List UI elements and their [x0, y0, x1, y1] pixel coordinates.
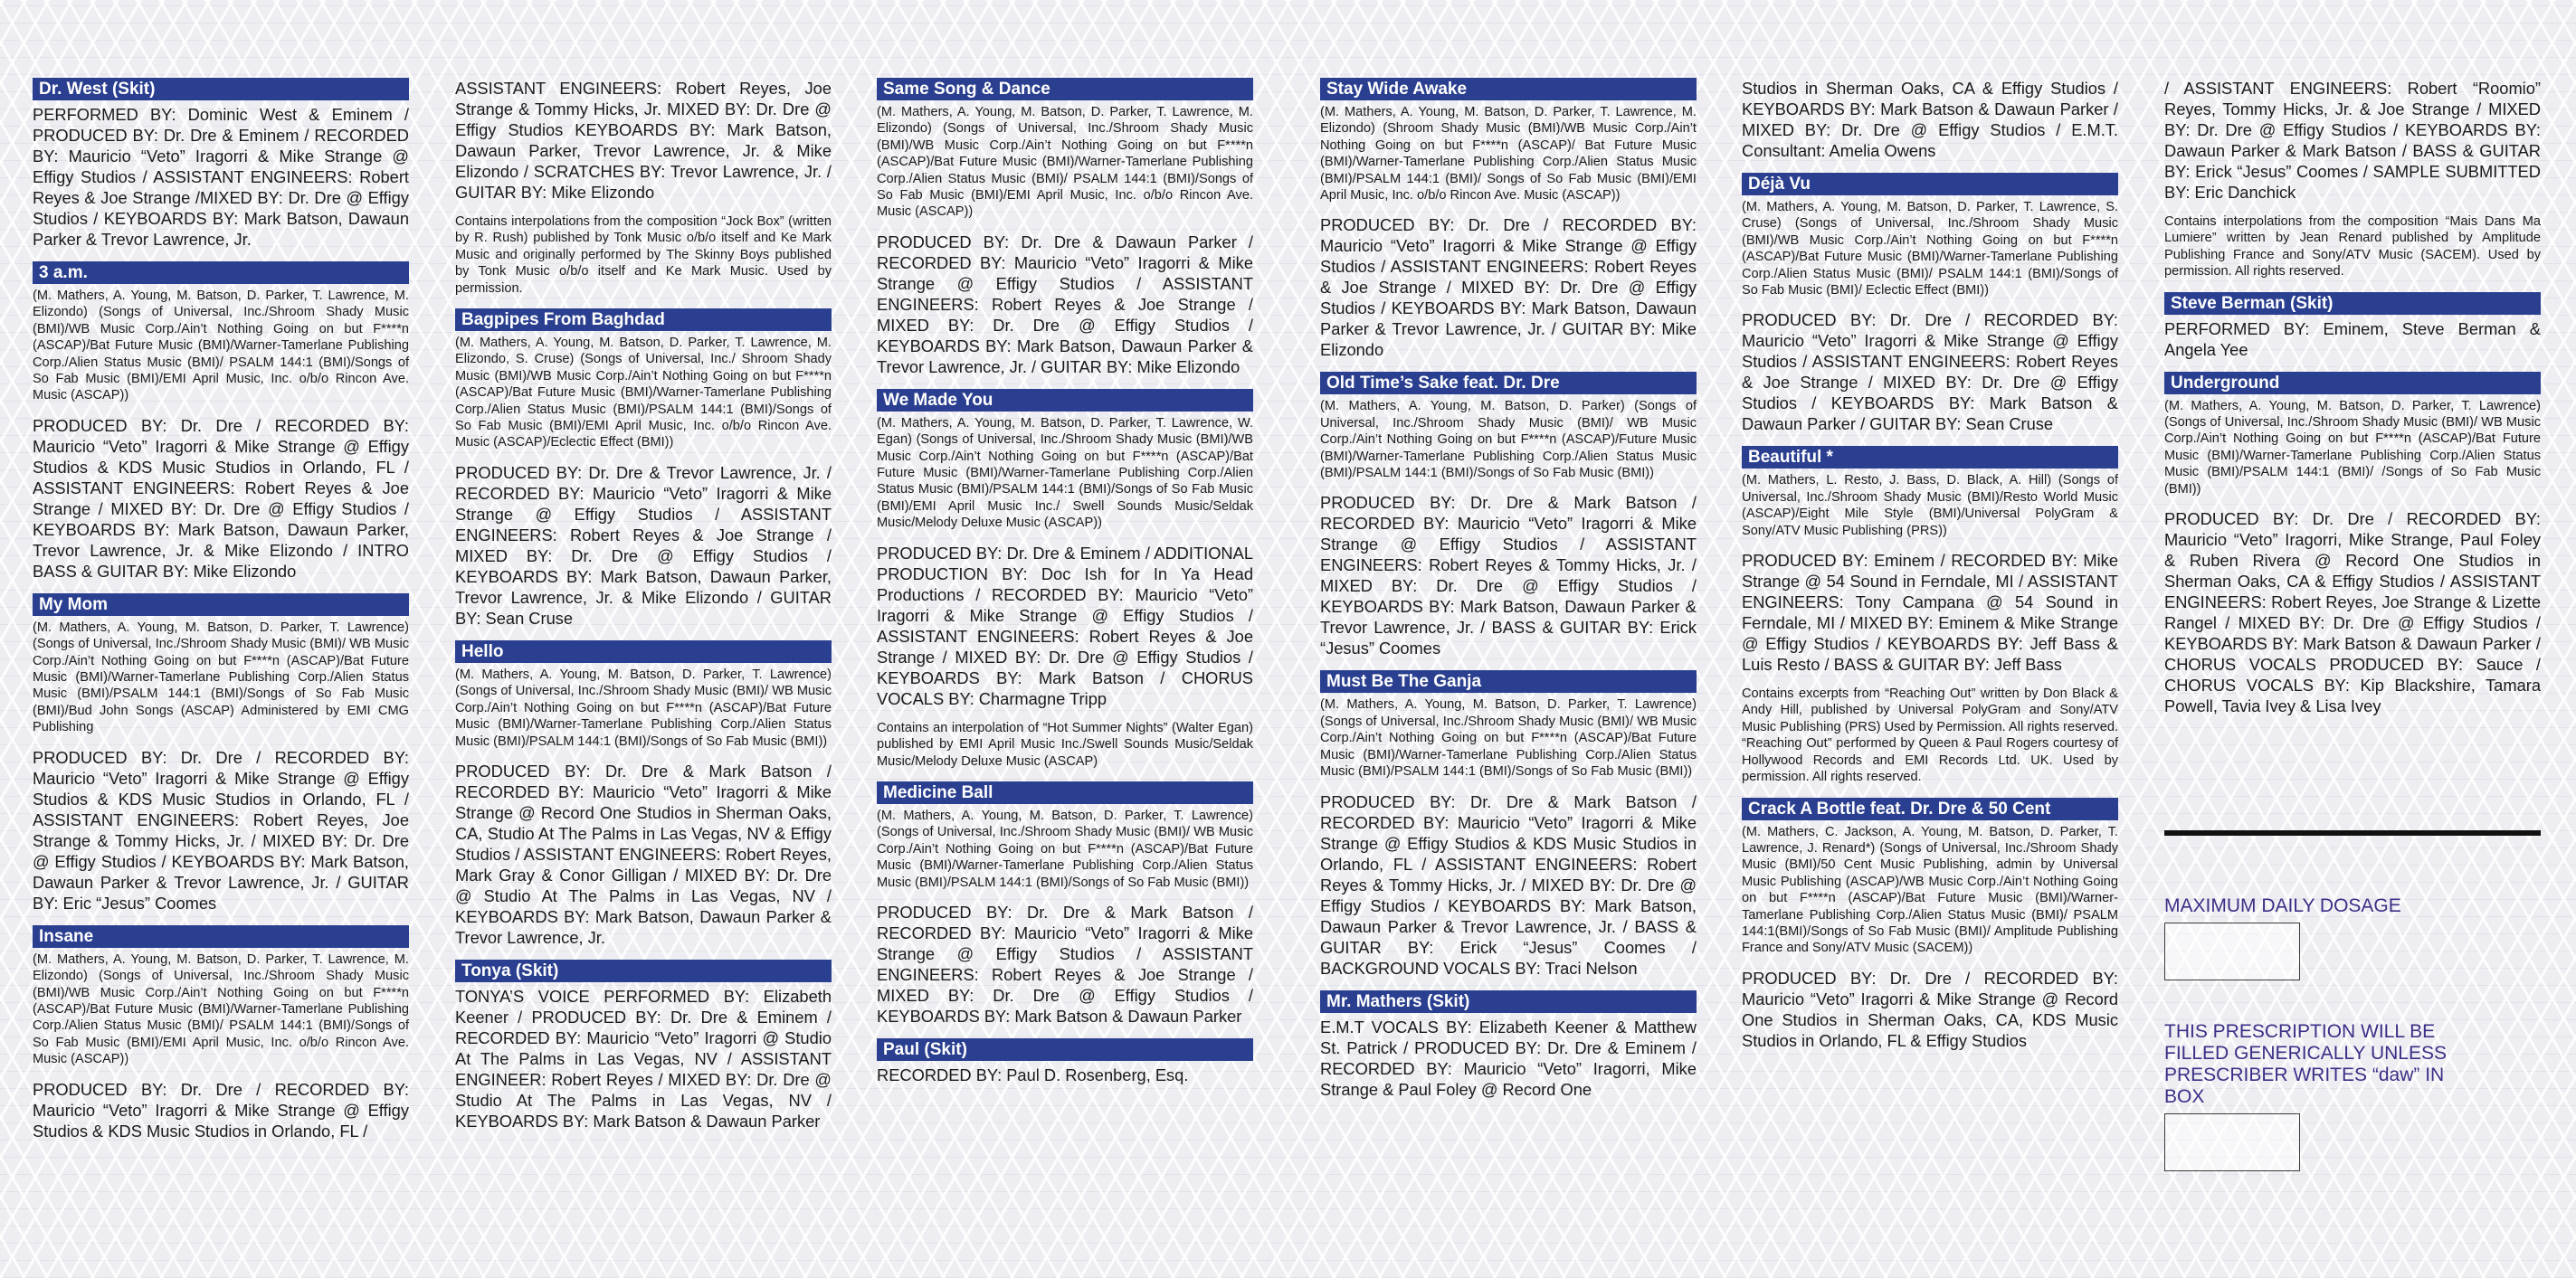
- track-section-bagpipes-from-baghdad: [455, 308, 832, 629]
- publishing-info: (M. Mathers, L. Resto, J. Bass, D. Black, A. Hill) (Songs of Universal, Inc./Shroom Shady Music (BMI)/Resto World Music (ASCAP)/Eight Mile Style (BMI)/Universal PolyGram & Sony/ATV Music Publishing (PRS)): [1742, 473, 2118, 538]
- production-credits: PRODUCED BY: Dr. Dre / RECORDED BY: Mauricio “Veto” Iragorri & Mike Strange @ Effigy Studios & KDS Music Studios in Orlando, FL / ASSISTANT ENGINEERS: Robert Reyes & Joe Strange / MIXED BY: Dr. Dre @ Effigy Studios / KEYBOARDS BY: Mark Batson, Dawaun Parker, Trevor Lawrence, Jr. & Mike Elizondo / INTRO BASS & GUITAR BY: Mike Elizondo: [33, 415, 409, 581]
- production-credits: PRODUCED BY: Dr. Dre / RECORDED BY: Mauricio “Veto” Iragorri & Mike Strange @ Effigy Studios / ASSISTANT ENGINEERS: Robert Reyes & Joe Strange / MIXED BY: Dr. Dre @ Effigy Studios / KEYBOARDS BY: Mark Batson & Dawaun Parker / GUITAR BY: Sean Cruse: [1742, 310, 2118, 434]
- publishing-info: (M. Mathers, A. Young, M. Batson, D. Parker, T. Lawrence) (Songs of Universal, Inc./Shroom Shady Music (BMI)/ WB Music Corp./Ain’t Nothing Going on but F****n (ASCAP)/Bat Future Music (BMI)/Warner-Tamerlane Publishing Corp./Alien Status Music (BMI)/PSALM 144:1 (BMI)/Songs of So Fab Music (BMI)): [877, 808, 1253, 890]
- track-title: Same Song & Dance: [877, 78, 1253, 100]
- sample-note: Contains interpolations from the composition “Mais Dans Ma Lumiere” written by Jean Renard published by Amplitude Publishing France and Sony/ATV Music (SACEM). Used by permission. All rights reserved.: [2164, 214, 2541, 279]
- continued-credits: [1742, 78, 2118, 161]
- production-credits: PRODUCED BY: Dr. Dre / RECORDED BY: Mauricio “Veto” Iragorri & Mike Strange @ Record One Studios in Sherman Oaks, CA, KDS Music Studios in Orlando, FL & Effigy Studios: [1742, 968, 2118, 1050]
- production-credits: PRODUCED BY: Dr. Dre & Trevor Lawrence, Jr. / RECORDED BY: Mauricio “Veto” Iragorri & Mike Strange @ Effigy Studios / ASSISTANT ENGINEERS: Robert Reyes & Joe Strange / MIXED BY: Dr. Dre @ Effigy Studios / KEYBOARDS BY: Mark Batson, Dawaun Parker, Trevor Lawrence, Jr. & Mike Elizondo / GUITAR BY: Sean Cruse: [455, 462, 832, 628]
- production-credits: PRODUCED BY: Dr. Dre / RECORDED BY: Mauricio “Veto” Iragorri & Mike Strange @ Effigy Studios & KDS Music Studios in Orlando, FL /: [33, 1079, 409, 1141]
- track-title: Crack A Bottle feat. Dr. Dre & 50 Cent: [1742, 798, 2118, 820]
- track-title: Steve Berman (Skit): [2164, 292, 2541, 315]
- track-title: Dr. West (Skit): [33, 78, 409, 100]
- track-section-dr-west-skit: [33, 78, 409, 250]
- publishing-info: (M. Mathers, A. Young, M. Batson, D. Parker, T. Lawrence, M. Elizondo) (Songs of Universal, Inc./Shroom Shady Music (BMI)/WB Music Corp./Ain’t Nothing Going on but F****n (ASCAP)/Bat Future Music (BMI)/Warner-Tamerlane Publishing Corp./Alien Status Music (BMI)/ PSALM 144:1 (BMI)/Songs of So Fab Music (BMI)/EMI April Music, Inc. o/b/o Rincon Ave. Music (ASCAP)): [877, 105, 1253, 220]
- track-title: Medicine Ball: [877, 781, 1253, 804]
- publishing-info: (M. Mathers, A. Young, M. Batson, D. Parker, T. Lawrence, M. Elizondo) (Songs of Universal, Inc./Shroom Shady Music (BMI)/WB Music Corp./Ain’t Nothing Going on but F****n (ASCAP)/Bat Future Music (BMI)/Warner-Tamerlane Publishing Corp./Alien Status Music (BMI)/ PSALM 144:1 (BMI)/Songs of So Fab Music (BMI)/EMI April Music, Inc. o/b/o Rincon Ave. Music (ASCAP)): [33, 951, 409, 1067]
- track-section-underground: [2164, 372, 2541, 716]
- publishing-info: (M. Mathers, A. Young, M. Batson, D. Parker, T. Lawrence) (Songs of Universal, Inc./Shroom Shady Music (BMI)/ WB Music Corp./Ain’t Nothing Going on but F****n (ASCAP)/Bat Future Music (BMI)/Warner-Tamerlane Publishing Corp./Alien Status Music (BMI)/PSALM 144:1 (BMI)/ /Songs of So Fab Music (BMI)): [2164, 398, 2541, 497]
- publishing-info: (M. Mathers, A. Young, M. Batson, D. Parker, T. Lawrence) (Songs of Universal, Inc./Shroom Shady Music (BMI)/ WB Music Corp./Ain’t Nothing Going on but F****n (ASCAP)/Bat Future Music (BMI)/Warner-Tamerlane Publishing Corp./Alien Status Music (BMI)/PSALM 144:1 (BMI)/Songs of So Fab Music (BMI)): [1320, 697, 1697, 780]
- publishing-info: (M. Mathers, A. Young, M. Batson, D. Parker, T. Lawrence, M. Elizondo, S. Cruse) (Songs of Universal, Inc./ Shroom Shady Music (BMI)/WB Music Corp./Ain’t Nothing Going on but F****n (ASCAP)/Bat Future Music (BMI)/Warner-Tamerlane Publishing Corp./Alien Status Music (BMI)/PSALM 144:1 (BMI)/Songs of So Fab Music (BMI)/EMI April Music, Inc. o/b/o Rincon Ave. Music (ASCAP)/Eclectic Effect (BMI)): [455, 336, 832, 450]
- publishing-info: (M. Mathers, A. Young, M. Batson, D. Parker, T. Lawrence, W. Egan) (Songs of Universal, Inc./Shroom Shady Music (BMI)/WB Music Corp./Ain’t Nothing Going on but F****n (ASCAP)/Bat Future Music (BMI)/Warner-Tamerlane Publishing Corp./Alien Status Music (BMI)/PSALM 144:1 (BMI)/Songs of So Fab Music (BMI)/EMI April Music Inc./ Swell Sounds Music/Seldak Music/Melody Deluxe Music (ASCAP)): [877, 415, 1253, 531]
- generic-notice: THIS PRESCRIPTION WILL BE FILLED GENERICALLY UNLESS PRESCRIBER WRITES “daw” IN BOX: [2164, 1021, 2448, 1107]
- production-credits: PRODUCED BY: Dr. Dre & Mark Batson / RECORDED BY: Mauricio “Veto” Iragorri & Mike Strange @ Effigy Studios / ASSISTANT ENGINEERS: Robert Reyes & Tommy Hicks, Jr. / MIXED BY: Dr. Dre @ Effigy Studios / KEYBOARDS BY: Mark Batson, Dawaun Parker & Trevor Lawrence, Jr. / BASS & GUITAR BY: Erick “Jesus” Coomes: [1320, 493, 1697, 658]
- daw-box[interactable]: [2164, 1113, 2300, 1171]
- track-section-steve-berman-skit: [2164, 292, 2541, 360]
- credits-column-4: [1320, 78, 1697, 1112]
- credits-column-2: [455, 78, 832, 1143]
- publishing-info: (M. Mathers, A. Young, M. Batson, D. Parker) (Songs of Universal, Inc./Shroom Shady Music (BMI)/ WB Music Corp./Ain’t Nothing Going on but F****n (ASCAP)/Future Music (BMI)/Warner-Tamerlane Publishing Corp./Alien Status Music (BMI)/PSALM 144:1 (BMI)/Songs of So Fab Music (BMI)): [1320, 399, 1697, 481]
- track-title: We Made You: [877, 389, 1253, 412]
- production-credits: PRODUCED BY: Dr. Dre / RECORDED BY: Mauricio “Veto” Iragorri & Mike Strange @ Effigy Studios / ASSISTANT ENGINEERS: Robert Reyes & Joe Strange / MIXED BY: Dr. Dre @ Effigy Studios / KEYBOARDS BY: Mark Batson, Dawaun Parker & Trevor Lawrence, Jr. / GUITAR BY: Mike Elizondo: [1320, 215, 1697, 360]
- production-credits: PRODUCED BY: Dr. Dre & Mark Batson / RECORDED BY: Mauricio “Veto” Iragorri & Mike Strange @ Effigy Studios & KDS Music Studios in Orlando, FL / ASSISTANT ENGINEERS: Robert Reyes & Tommy Hicks, Jr. / MIXED BY: Dr. Dre @ Effigy Studios / KEYBOARDS BY: Mark Batson, Dawaun Parker & Trevor Lawrence, Jr. / BASS & GUITAR BY: Erick “Jesus” Coomes / BACKGROUND VOCALS BY: Traci Nelson: [1320, 791, 1697, 978]
- track-title: Stay Wide Awake: [1320, 78, 1697, 100]
- production-credits: PRODUCED BY: Dr. Dre / RECORDED BY: Mauricio “Veto” Iragorri, Mike Strange, Paul Foley & Ruben Rivera @ Record One Studios in Sherman Oaks, CA & Effigy Studios / ASSISTANT ENGINEERS: Robert Reyes, Joe Strange & Lizette Rangel / MIXED BY: Dr. Dre @ Effigy Studios / KEYBOARDS BY: Mark Batson & Dawaun Parker / CHORUS VOCALS PRODUCED BY: Sauce / CHORUS VOCALS BY: Kip Blackshire, Tamara Powell, Tavia Ivey & Lisa Ivey: [2164, 509, 2541, 716]
- production-credits: PRODUCED BY: Dr. Dre & Mark Batson / RECORDED BY: Mauricio “Veto” Iragorri & Mike Strange @ Record One Studios in Sherman Oaks, CA, Studio At The Palms in Las Vegas, NV & Effigy Studios / ASSISTANT ENGINEERS: Robert Reyes, Mark Gray & Conor Gilligan / MIXED BY: Dr. Dre @ Studio At The Palms in Las Vegas, NV / KEYBOARDS BY: Mark Batson, Dawaun Parker & Trevor Lawrence, Jr.: [455, 761, 832, 947]
- track-title: Beautiful *: [1742, 446, 2118, 469]
- track-title: My Mom: [33, 593, 409, 616]
- production-credits: PRODUCED BY: Eminem / RECORDED BY: Mike Strange @ 54 Sound in Ferndale, MI / ASSISTANT ENGINEERS: Tony Campana @ 54 Sound in Ferndale, MI / MIXED BY: Eminem & Mike Strange @ Effigy Studios / KEYBOARDS BY: Jeff Bass & Luis Resto / BASS & GUITAR BY: Jeff Bass: [1742, 551, 2118, 675]
- production-credits: Studios in Sherman Oaks, CA & Effigy Studios / KEYBOARDS BY: Mark Batson & Dawaun Parker / MIXED BY: Dr. Dre @ Effigy Studios / E.M.T. Consultant: Amelia Owens: [1742, 79, 2118, 160]
- track-section-stay-wide-awake: [1320, 78, 1697, 360]
- production-credits: PERFORMED BY: Dominic West & Eminem / PRODUCED BY: Dr. Dre & Eminem / RECORDED BY: Mauricio “Veto” Iragorri & Mike Strange @ Effigy Studios / ASSISTANT ENGINEERS: Robert Reyes & Joe Strange /MIXED BY: Dr. Dre @ Effigy Studios / KEYBOARDS BY: Mark Batson, Dawaun Parker & Trevor Lawrence, Jr.: [33, 105, 409, 249]
- track-section-old-time-s-sake-feat-dr-dre: [1320, 372, 1697, 658]
- track-section-hello: [455, 640, 832, 948]
- publishing-info: (M. Mathers, A. Young, M. Batson, D. Parker, T. Lawrence, S. Cruse) (Songs of Universal, Inc./Shroom Shady Music (BMI)/WB Music Corp./Ain’t Nothing Going on but F****n (ASCAP)/Bat Future Music (BMI)/Warner-Tamerlane Publishing Corp./Alien Status Music (BMI)/ PSALM 144:1 (BMI)/Songs of So Fab Music (BMI)/ Eclectic Effect (BMI)): [1742, 200, 2118, 298]
- track-title: 3 a.m.: [33, 261, 409, 284]
- track-title: Déjà Vu: [1742, 173, 2118, 195]
- credits-column-1: [33, 78, 409, 1153]
- track-section-mr-mathers-skit: [1320, 990, 1697, 1100]
- credits-column-5: [1742, 78, 2118, 1063]
- publishing-info: (M. Mathers, C. Jackson, A. Young, M. Batson, D. Parker, T. Lawrence, J. Renard*) (Songs of Universal, Inc./Shroom Shady Music (BMI)/50 Cent Music Publishing, admin by Universal Music Publishing (ASCAP)/WB Music Corp./Ain’t Nothing Going on but F****n (ASCAP)/Bat Future Music (BMI)/Warner-Tamerlane Publishing Corp./Alien Status Music (BMI)/ PSALM 144:1(BMI)/Songs of So Fab Music (BMI)/ Amplitude Publishing France and Sony/ATV Music (SACEM)): [1742, 824, 2118, 956]
- max-daily-dosage-label: MAXIMUM DAILY DOSAGE: [2164, 895, 2401, 916]
- track-title: Tonya (Skit): [455, 960, 832, 982]
- track-section-crack-a-bottle-feat-dr-dre-50-cent: [1742, 798, 2118, 1051]
- production-credits: PRODUCED BY: Dr. Dre & Mark Batson / RECORDED BY: Mauricio “Veto” Iragorri & Mike Strange @ Effigy Studios / ASSISTANT ENGINEERS: Robert Reyes & Joe Strange / MIXED BY: Dr. Dre @ Effigy Studios / KEYBOARDS BY: Mark Batson & Dawaun Parker: [877, 902, 1253, 1026]
- track-section-medicine-ball: [877, 781, 1253, 1027]
- continued-credits: [2164, 78, 2541, 280]
- track-section-same-song-dance: [877, 78, 1253, 377]
- production-credits: PRODUCED BY: Dr. Dre & Dawaun Parker / RECORDED BY: Mauricio “Veto” Iragorri & Mike Strange @ Effigy Studios / ASSISTANT ENGINEERS: Robert Reyes & Joe Strange / MIXED BY: Dr. Dre @ Effigy Studios / KEYBOARDS BY: Mark Batson, Dawaun Parker & Trevor Lawrence, Jr. / GUITAR BY: Mike Elizondo: [877, 232, 1253, 376]
- credits-column-6: [2164, 78, 2541, 728]
- track-section-paul-skit: [877, 1038, 1253, 1085]
- production-credits: RECORDED BY: Paul D. Rosenberg, Esq.: [877, 1065, 1189, 1084]
- divider-rule: [2164, 830, 2541, 836]
- track-section-we-made-you: [877, 389, 1253, 770]
- track-section-tonya-skit: [455, 960, 832, 1131]
- track-section-must-be-the-ganja: [1320, 670, 1697, 978]
- track-title: Hello: [455, 640, 832, 663]
- track-section-3-a-m: [33, 261, 409, 582]
- production-credits: / ASSISTANT ENGINEERS: Robert “Roomio” Reyes, Tommy Hicks, Jr. & Joe Strange / MIXED BY: Dr. Dre @ Effigy Studios / KEYBOARDS BY: Dawaun Parker & Mark Batson / BASS & GUITAR BY: Erick “Jesus” Coomes / SAMPLE SUBMITTED BY: Eric Danchick: [2164, 79, 2541, 202]
- track-section-beautiful: [1742, 446, 2118, 785]
- publishing-info: (M. Mathers, A. Young, M. Batson, D. Parker, T. Lawrence) (Songs of Universal, Inc./Shroom Shady Music (BMI)/ WB Music Corp./Ain’t Nothing Going on but F****n (ASCAP)/Bat Future Music (BMI)/Warner-Tamerlane Publishing Corp./Alien Status Music (BMI)/PSALM 144:1 (BMI)/Songs of So Fab Music (BMI)/Bud John Songs (ASCAP) Administered by EMI CMG Publishing: [33, 620, 409, 735]
- production-credits: TONYA’S VOICE PERFORMED BY: Elizabeth Keener / PRODUCED BY: Dr. Dre & Eminem / RECORDED BY: Mauricio “Veto” Iragorri @ Studio At The Palms in Las Vegas, NV / ASSISTANT ENGINEER: Robert Reyes / MIXED BY: Dr. Dre @ Studio At The Palms in Las Vegas, NV / KEYBOARDS BY: Mark Batson & Dawaun Parker: [455, 986, 832, 1131]
- dosage-box[interactable]: [2164, 923, 2300, 980]
- sample-note: Contains interpolations from the composition “Jock Box” (written by R. Rush) published by Tonk Music o/b/o itself and Ke Mark Music and originally performed by The Skinny Boys published by Tonk Music o/b/o itself and Ke Mark Music. Used by permission.: [455, 214, 832, 296]
- publishing-info: (M. Mathers, A. Young, M. Batson, D. Parker, T. Lawrence, M. Elizondo) (Songs of Universal, Inc./Shroom Shady Music (BMI)/WB Music Corp./Ain’t Nothing Going on but F****n (ASCAP)/Bat Future Music (BMI)/Warner-Tamerlane Publishing Corp./Alien Status Music (BMI)/ PSALM 144:1 (BMI)/Songs of So Fab Music (BMI)/EMI April Music, Inc. o/b/o Rincon Ave. Music (ASCAP)): [33, 289, 409, 403]
- track-title: Must Be The Ganja: [1320, 670, 1697, 693]
- production-credits: ASSISTANT ENGINEERS: Robert Reyes, Joe Strange & Tommy Hicks, Jr. MIXED BY: Dr. Dre @ Effigy Studios KEYBOARDS BY: Mark Batson, Dawaun Parker, Trevor Lawrence, Jr. & Mike Elizondo / SCRATCHES BY: Trevor Lawrence, Jr. / GUITAR BY: Mike Elizondo: [455, 79, 832, 202]
- sample-note: Contains excerpts from “Reaching Out” written by Don Black & Andy Hill, published by Universal PolyGram and Sony/ATV Music Publishing (PRS) Used by Permission. All rights reserved. “Reaching Out” performed by Queen & Paul Rogers courtesy of Hollywood Records and EMI Records Ltd. UK. Used by permission. All rights reserved.: [1742, 686, 2118, 785]
- track-title: Paul (Skit): [877, 1038, 1253, 1061]
- sample-note: Contains an interpolation of “Hot Summer Nights” (Walter Egan) published by EMI April Music Inc./Swell Sounds Music/Seldak Music/Melody Deluxe Music (ASCAP): [877, 720, 1253, 769]
- track-title: Bagpipes From Baghdad: [455, 308, 832, 331]
- track-title: Underground: [2164, 372, 2541, 394]
- production-credits: PERFORMED BY: Eminem, Steve Berman & Angela Yee: [2164, 318, 2541, 359]
- track-section-my-mom: [33, 593, 409, 914]
- continued-credits: [455, 78, 832, 297]
- track-section-d-j-vu: [1742, 173, 2118, 434]
- publishing-info: (M. Mathers, A. Young, M. Batson, D. Parker, T. Lawrence) (Songs of Universal, Inc./Shroom Shady Music (BMI)/ WB Music Corp./Ain’t Nothing Going on but F****n (ASCAP)/Bat Future Music (BMI)/Warner-Tamerlane Publishing Corp./Alien Status Music (BMI)/PSALM 144:1 (BMI)/Songs of So Fab Music (BMI)): [455, 667, 832, 749]
- production-credits: E.M.T VOCALS BY: Elizabeth Keener & Matthew St. Patrick / PRODUCED BY: Dr. Dre & Eminem / RECORDED BY: Mauricio “Veto” Iragorri, Mike Strange & Paul Foley @ Record One: [1320, 1017, 1697, 1099]
- track-title: Insane: [33, 925, 409, 948]
- credits-column-3: [877, 78, 1253, 1097]
- track-section-insane: [33, 925, 409, 1141]
- track-title: Old Time’s Sake feat. Dr. Dre: [1320, 372, 1697, 394]
- production-credits: PRODUCED BY: Dr. Dre & Eminem / ADDITIONAL PRODUCTION BY: Doc Ish for In Ya Head Productions / RECORDED BY: Mauricio “Veto” Iragorri & Mike Strange @ Effigy Studios / ASSISTANT ENGINEERS: Robert Reyes & Joe Strange / MIXED BY: Dr. Dre @ Effigy Studios / KEYBOARDS BY: Mark Batson / CHORUS VOCALS BY: Charmagne Tripp: [877, 543, 1253, 708]
- track-title: Mr. Mathers (Skit): [1320, 990, 1697, 1013]
- production-credits: PRODUCED BY: Dr. Dre / RECORDED BY: Mauricio “Veto” Iragorri & Mike Strange @ Effigy Studios & KDS Music Studios in Orlando, FL / ASSISTANT ENGINEERS: Robert Reyes, Joe Strange & Tommy Hicks, Jr. / MIXED BY: Dr. Dre @ Effigy Studios / KEYBOARDS BY: Mark Batson, Dawaun Parker & Trevor Lawrence, Jr. / GUITAR BY: Eric “Jesus” Coomes: [33, 747, 409, 913]
- publishing-info: (M. Mathers, A. Young, M. Batson, D. Parker, T. Lawrence, M. Elizondo) (Shroom Shady Music (BMI)/WB Music Corp./Ain’t Nothing Going on but F****n (ASCAP)/ Bat Future Music (BMI)/Warner-Tamerlane Publishing Corp./Alien Status Music (BMI)/PSALM 144:1 (BMI)/ Songs of So Fab Music (BMI)/EMI April Music, Inc. o/b/o Rincon Ave. Music (ASCAP)): [1320, 105, 1697, 204]
- prescription-panel: [2164, 830, 2541, 1171]
